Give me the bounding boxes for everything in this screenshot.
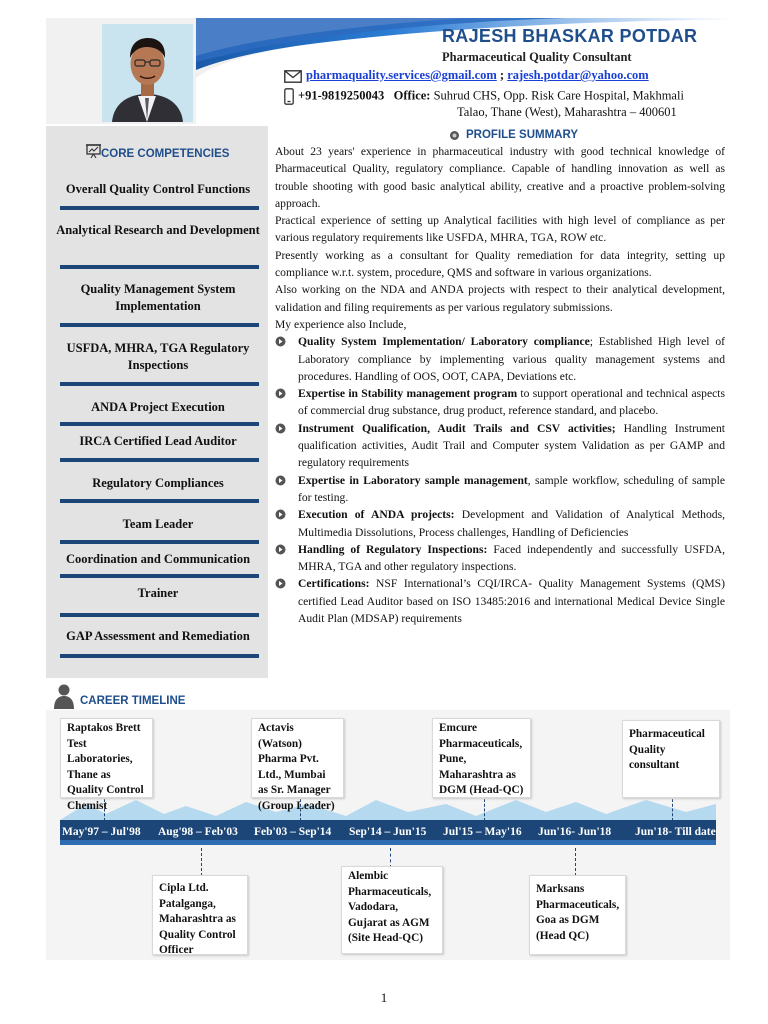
office-address-line2: Talao, Thane (West), Maharashtra – 400601 <box>457 105 677 119</box>
timeline-date: May'97 – Jul'98 <box>62 826 141 838</box>
experience-item: Instrument Qualification, Audit Trails and CSV activities; Handling Instrument qualification activities, Audit Trail and Computer system Validation as per GAMP and regulatory requirements <box>275 420 725 472</box>
experience-item: Certifications: NSF International’s CQI/IRCA- Quality Management Systems (QMS) certified Lead Auditor based on ISO 13485:2016 and international Medical Device Single Audit Plan (MDSAP) requirements <box>275 575 725 627</box>
competency-item: IRCA Certified Lead Auditor <box>79 434 237 448</box>
career-card-raptakos: Raptakos Brett Test Laboratories, Thane as Quality Control Chemist <box>60 718 153 798</box>
candidate-name: RAJESH BHASKAR POTDAR <box>442 26 698 46</box>
avatar <box>102 24 193 122</box>
person-icon <box>52 683 76 709</box>
profile-photo <box>102 24 193 122</box>
career-card-actavis: Actavis (Watson) Pharma Pvt. Ltd., Mumbai as Sr. Manager (Group Leader) <box>251 718 344 798</box>
resume-header <box>46 18 730 124</box>
timeline-date: Feb'03 – Sep'14 <box>254 826 332 838</box>
competency-item: Analytical Research and Development <box>56 223 260 237</box>
core-competencies-panel <box>46 126 268 678</box>
profile-summary-body <box>275 143 725 627</box>
profile-paragraph: My experience also Include, <box>275 317 407 331</box>
competency-divider <box>60 613 259 617</box>
timeline-date: Jul'15 – May'16 <box>443 826 522 838</box>
competency-item: GAP Assessment and Remediation <box>66 629 250 643</box>
competency-divider <box>60 654 259 658</box>
phone-office-row <box>284 88 684 105</box>
career-card-consultant: Pharmaceutical Quality consultant <box>622 720 720 798</box>
presentation-board-icon <box>86 144 102 158</box>
competency-divider <box>60 540 259 544</box>
email-link-primary[interactable]: pharmaquality.services@gmail.com <box>306 68 497 82</box>
competency-item: Quality Management System Implementation <box>80 282 236 313</box>
competency-divider <box>60 206 259 210</box>
competency-item: Team Leader <box>122 517 194 531</box>
core-competencies-heading: CORE COMPETENCIES <box>101 148 230 160</box>
experience-list <box>275 333 725 627</box>
timeline-date: Jun'18- Till date <box>635 826 716 838</box>
phone-number[interactable]: +91-9819250043 <box>298 88 385 103</box>
profile-paragraph: About 23 years' experience in pharmaceutical industry with good technical knowledge of Pharmaceutical Quality, regulatory compliance. Capable of handling innovation as well as trouble shooting with good basic analytical ability, creative and a proactive problem-solving approach. <box>275 145 725 210</box>
bullet-icon <box>275 423 286 434</box>
candidate-role: Pharmaceutical Quality Consultant <box>442 50 632 64</box>
career-card-marksans: Marksans Pharmaceuticals, Goa as DGM (Head QC) <box>529 875 626 955</box>
competency-divider <box>60 458 259 462</box>
career-card-alembic: Alembic Pharmaceuticals, Vadodara, Gujarat as AGM (Site Head-QC) <box>341 866 443 954</box>
competency-divider <box>60 499 259 503</box>
timeline-connector <box>484 799 485 821</box>
mail-icon <box>284 70 302 83</box>
career-timeline-heading: CAREER TIMELINE <box>80 695 186 707</box>
email-separator: ; <box>496 68 508 82</box>
competency-divider <box>60 265 259 269</box>
bullet-icon <box>275 509 286 520</box>
phone-icon <box>284 88 294 105</box>
timeline-date: Sep'14 – Jun'15 <box>349 826 427 838</box>
competency-item: Trainer <box>137 586 179 600</box>
timeline-connector <box>390 848 391 868</box>
competency-item: Coordination and Communication <box>65 552 251 566</box>
bullet-icon <box>275 336 286 347</box>
office-address-line1: Suhrud CHS, Opp. Risk Care Hospital, Makhmali <box>433 88 684 103</box>
profile-summary-heading: PROFILE SUMMARY <box>466 129 579 141</box>
email-link-secondary[interactable]: rajesh.potdar@yahoo.com <box>507 68 649 82</box>
experience-item: Handling of Regulatory Inspections: Faced independently and successfully USFDA, MHRA, TGA and other regulatory inspections. <box>275 541 725 576</box>
profile-bullet-icon <box>449 130 460 141</box>
profile-paragraph: Presently working as a consultant for Quality remediation for data integrity, setting up compliance w.r.t. system, procedure, QMS and software in various organizations. <box>275 248 725 280</box>
competency-item: USFDA, MHRA, TGA Regulatory Inspections <box>66 341 250 372</box>
bullet-icon <box>275 388 286 399</box>
career-card-cipla: Cipla Ltd. Patalganga, Maharashtra as Quality Control Officer <box>152 875 248 955</box>
bullet-icon <box>275 578 286 589</box>
competency-item: Regulatory Compliances <box>92 476 224 490</box>
timeline-connector <box>201 848 202 876</box>
career-card-emcure: Emcure Pharmaceuticals, Pune, Maharashtra as DGM (Head-QC) <box>432 718 531 798</box>
competency-divider <box>60 382 259 386</box>
experience-item: Execution of ANDA projects: Development and Validation of Analytical Methods, Multimedia Dissolutions, Process challenges, Handling of Deficiencies <box>275 506 725 541</box>
email-row <box>284 68 649 83</box>
competency-item: ANDA Project Execution <box>91 400 225 414</box>
bullet-icon <box>275 475 286 486</box>
profile-paragraph: Also working on the NDA and ANDA projects with respect to their analytical development, validation and filing requirements as per various regulatory submissions. <box>275 283 725 314</box>
competency-divider <box>60 323 259 327</box>
timeline-connector <box>575 848 576 876</box>
competency-divider <box>60 422 259 426</box>
experience-item: Expertise in Laboratory sample management, sample workflow, scheduling of sample for testing. <box>275 472 725 507</box>
timeline-date: Jun'16- Jun'18 <box>538 826 612 838</box>
experience-item: Expertise in Stability management program to support operational and technical aspects of commercial drug substance, drug product, reference standard, and placebo. <box>275 385 725 420</box>
page-number: 1 <box>380 990 388 1005</box>
timeline-date: Aug'98 – Feb'03 <box>158 826 238 838</box>
competency-divider <box>60 574 259 578</box>
competency-item: Overall Quality Control Functions <box>65 182 251 196</box>
office-label: Office: <box>393 88 431 103</box>
timeline-connector <box>672 799 673 821</box>
experience-item: Quality System Implementation/ Laboratory compliance; Established High level of Laboratory compliance by implementing various quality management systems and procedures. Handling of OOS, OOT, CAPA, Deviations etc. <box>275 333 725 385</box>
bullet-icon <box>275 544 286 555</box>
profile-paragraph: Practical experience of setting up Analytical facilities with high level of compliance as per various regulatory requirements like USFDA, MHRA, TGA, ROW etc. <box>275 214 725 245</box>
